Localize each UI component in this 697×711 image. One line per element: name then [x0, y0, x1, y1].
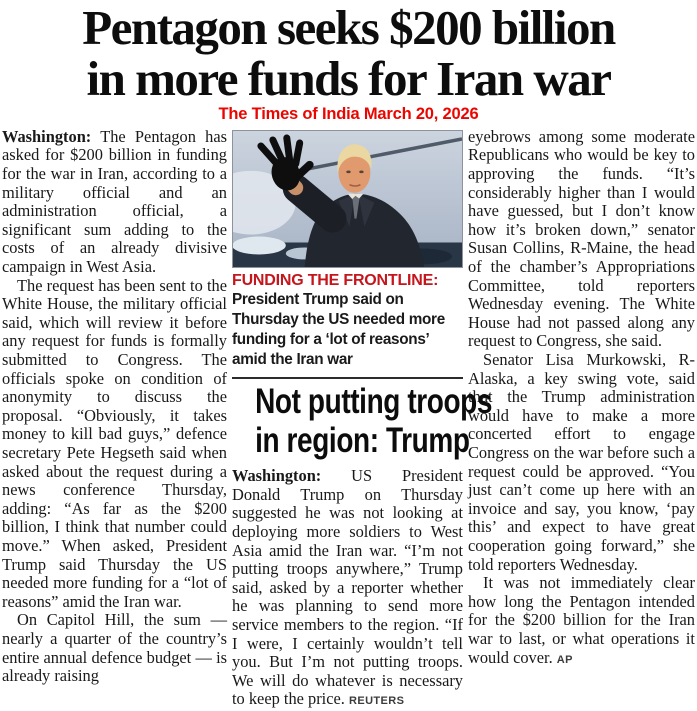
- left-paragraph-2: The request has been sent to the White House, the military official said, which will review it before any request for funds is formally submitted to Congress. The officials spoke on condition of anonymity to discuss the proposal. “Obviously, it takes money to kill bad guys,” defence secretary Pete Hegseth said when asked about the request during a news conference Thursday, adding: “As far as the $200 billion, I think that number could move.” When asked, President Trump said Thursday the US needed more funding for a “lot of reasons” amid the Iran war.: [2, 275, 227, 611]
- middle-paragraph-1: [232, 467, 463, 711]
- photo-caption-text: President Trump said on Thursday the US needed more funding for a ‘lot of reasons’ amid the Iran war: [232, 291, 445, 369]
- trump-waving-photo-art: [233, 131, 462, 267]
- right-paragraph-2: Senator Lisa Murkowski, R-Alaska, a key swing vote, said that the Trump administration would have to make a more concerted effort to engage Congress on the war before such a request could be approved. “You just can’t come up here with an invoice and say, you know, ‘pay this’ and expect to have great cooperation going forward,” she told reporters Wednesday.: [468, 350, 695, 574]
- sub-headline-line2: in region: Trump: [255, 421, 470, 461]
- main-headline-line1: Pentagon seeks $200 billion: [82, 0, 615, 55]
- publication-dateline: The Times of India March 20, 2026: [218, 104, 479, 123]
- photo-caption-label: FUNDING THE FRONTLINE:: [232, 272, 439, 290]
- trump-waving-photo: [232, 130, 463, 268]
- middle-paragraph-1-text: US President Donald Trump on Thursday suggested he was not looking at deploying more soldiers to West Asia amid the Iran war. “I’m not putting troops anywhere,” Trump said, asked by a reporter whether he was planning to send more service members to the region. “If I were, I certainly wouldn’t tell you. But I’m not putting troops. We will do whatever is necessary to keep the price.: [232, 466, 463, 709]
- column-middle: [232, 128, 493, 711]
- left-paragraph-3: On Capitol Hill, the sum — nearly a quarter of the country’s entire annual defence budget — is already raising: [2, 610, 227, 686]
- left-paragraph-1-text: The Pentagon has asked for $200 billion in funding for the war in Iran, according to a military official and an administration official, a significant sum adding to the costs of an already divisive campaign in West Asia.: [2, 126, 227, 277]
- main-headline: [2, 2, 695, 105]
- article-columns: [2, 128, 695, 711]
- column-right: [468, 128, 695, 711]
- article-photo-figure: [232, 130, 463, 370]
- right-paragraph-3: [468, 574, 695, 669]
- left-paragraph-1: [2, 128, 227, 277]
- column-left: [2, 128, 227, 711]
- main-headline-line2: in more funds for Iran war: [86, 51, 611, 107]
- dateline-label: Washington:: [232, 466, 322, 486]
- newspaper-page: [0, 2, 697, 711]
- right-paragraph-3-text: It was not immediately clear how long the Pentagon intended for the $200 billion for the Iran war to last, or what operations it would cover.: [468, 573, 695, 667]
- right-paragraph-1: eyebrows among some moderate Republicans who would be key to approving the funds. “It’s considerably higher than I would have guessed, but I don’t know how it’s broken down,” senator Susan Collins, R-Maine, the head of the chamber’s Appropriations Committee, told reporters Wednesday evening. The White House had not passed along any request to Congress, she said.: [468, 126, 695, 351]
- sub-headline-line1: Not putting troops: [255, 382, 493, 422]
- sub-headline: [232, 382, 493, 461]
- ap-credit: AP: [556, 653, 573, 666]
- dateline-label: Washington:: [2, 126, 92, 146]
- reuters-credit: REUTERS: [348, 695, 405, 708]
- photo-caption: [232, 272, 463, 370]
- section-divider: [232, 377, 463, 379]
